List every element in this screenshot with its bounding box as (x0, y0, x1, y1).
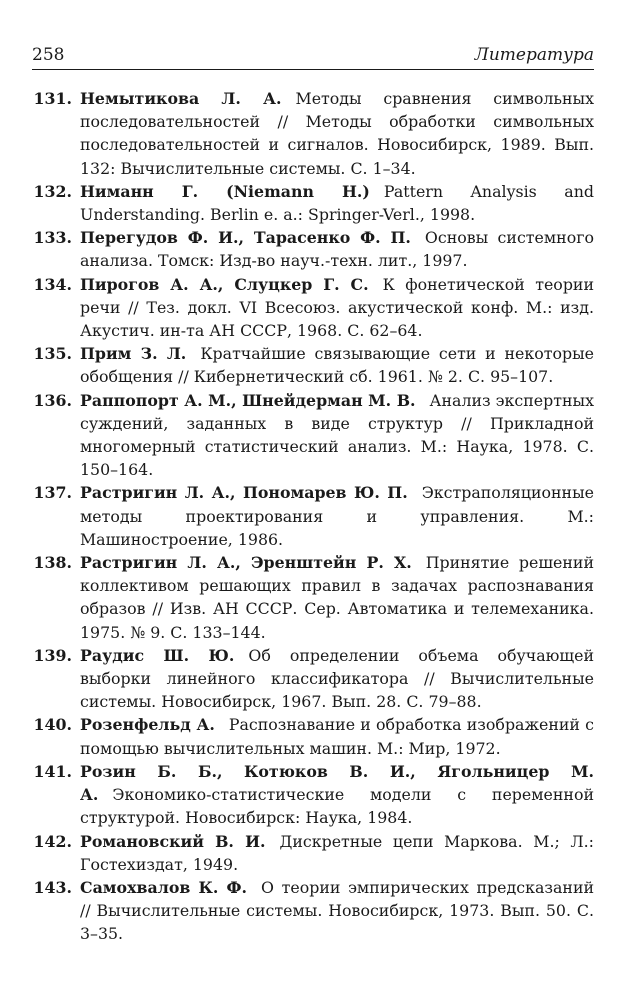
reference-text: Принятие решений коллективом решающих правил в задачах распознавания образов // Изв. АН СССР. Сер. Автоматика и телемеханика. 1975. № 9. С. 133–144. (80, 553, 594, 642)
reference-authors: Ниманн Г. (Niemann H.) (80, 181, 370, 201)
reference-authors: Романовский В. И. (80, 831, 266, 851)
reference-text: Дискретные цепи Маркова. М.; Л.: Гостехиздат, 1949. (80, 831, 594, 874)
reference-number: 136. (33, 390, 72, 410)
reference-authors: Растригин Л. А., Эренштейн Р. Х. (80, 553, 412, 573)
book-page (32, 44, 594, 946)
reference-authors: Пирогов А. А., Слуцкер Г. С. (80, 274, 369, 294)
reference-authors: Раудис Ш. Ю. (80, 645, 235, 665)
reference-item (32, 551, 594, 644)
reference-authors: Немытикова Л. А. (80, 89, 282, 108)
reference-text: Экономико-статистические модели с переменной структурой. Новосибирск: Наука, 1984. (80, 785, 594, 828)
reference-authors: Розин Б. Б., Котюков В. И., Ягольницер М. А. (80, 761, 594, 805)
reference-number: 140. (33, 715, 72, 735)
reference-item (32, 226, 594, 272)
reference-text: Анализ экспертных суждений, заданных в виде структур // Прикладной многомерный статистический анализ. М.: Наука, 1978. С. 150–164. (80, 390, 594, 480)
reference-authors: Растригин Л. А., Пономарев Ю. П. (80, 483, 408, 503)
reference-item (32, 760, 594, 830)
reference-authors: Перегудов Ф. И., Тарасенко Ф. П. (80, 228, 411, 248)
reference-number: 134. (33, 274, 72, 294)
reference-list (32, 87, 594, 946)
reference-text: Pattern Analysis and Understanding. Berlin e. a.: Springer-Verl., 1998. (80, 181, 594, 225)
reference-item (32, 830, 594, 876)
reference-number: 141. (33, 761, 72, 781)
reference-text: Кратчайшие связывающие сети и некоторые обобщения // Кибернетический сб. 1961. № 2. С. 95–107. (80, 344, 594, 387)
reference-number: 131. (33, 89, 72, 108)
reference-number: 138. (33, 553, 72, 573)
reference-number: 139. (33, 645, 72, 665)
reference-text: Методы сравнения символьных последовательностей // Методы обработки символьных последовательностей и сигналов. Новосибирск, 1989. Вып. 132: Вычислительные системы. С. 1–34. (80, 89, 594, 178)
reference-number: 133. (33, 228, 72, 248)
reference-text: Распознавание и обработка изображений с помощью вычислительных машин. М.: Мир, 1972. (80, 715, 594, 758)
reference-item (32, 644, 594, 714)
reference-item (32, 273, 594, 343)
reference-number: 143. (33, 877, 72, 897)
page-number: 258 (32, 45, 65, 65)
reference-text: К фонетической теории речи // Тез. докл. VI Всесоюз. акустической конф. М.: изд. Акустич. ин-та АН СССР, 1968. С. 62–64. (80, 274, 594, 341)
reference-authors: Самохвалов К. Ф. (80, 877, 248, 897)
reference-item (32, 481, 594, 551)
reference-authors: Раппопорт А. М., Шнейдерман М. В. (80, 390, 416, 410)
reference-number: 132. (33, 181, 72, 201)
reference-item (32, 389, 594, 482)
reference-item (32, 87, 594, 180)
reference-authors: Розенфельд А. (80, 715, 215, 735)
running-title: Литература (474, 45, 594, 65)
reference-text: Основы системного анализа. Томск: Изд-во науч.-техн. лит., 1997. (80, 228, 594, 271)
reference-number: 137. (33, 483, 72, 503)
page-header (32, 44, 594, 70)
reference-item (32, 180, 594, 226)
reference-number: 135. (33, 344, 72, 364)
reference-text: О теории эмпирических предсказаний // Вычислительные системы. Новосибирск, 1973. Вып. 50. С. 3–35. (80, 877, 595, 944)
reference-item (32, 876, 594, 946)
reference-number: 142. (33, 831, 72, 851)
reference-item (32, 342, 594, 388)
reference-text: Об определении объема обучающей выборки линейного классификатора // Вычислительные системы. Новосибирск, 1967. Вып. 28. С. 79–88. (80, 645, 594, 712)
reference-item (32, 713, 594, 759)
reference-text: Экстраполяционные методы проектирования и управления. М.: Машиностроение, 1986. (80, 483, 594, 549)
reference-authors: Прим З. Л. (80, 344, 187, 364)
